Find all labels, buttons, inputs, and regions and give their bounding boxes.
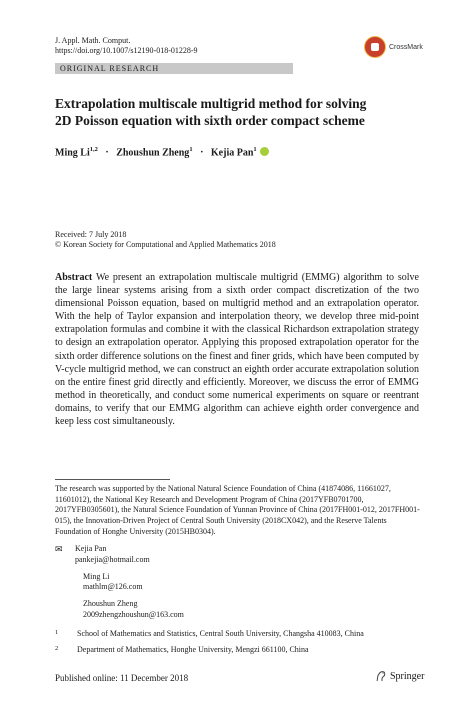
contact-entry bbox=[75, 544, 150, 566]
crossmark-badge[interactable] bbox=[364, 36, 423, 58]
footnote-divider bbox=[55, 479, 170, 480]
contact-email[interactable]: pankejia@hotmail.com bbox=[75, 554, 150, 564]
publisher-logo[interactable] bbox=[375, 670, 424, 682]
paper-title bbox=[55, 95, 425, 129]
publisher-name: Springer bbox=[390, 670, 425, 682]
abstract-text: We present an extrapolation multiscale multigrid (EMMG) algorithm to solve the large linear systems arising from a sixth order compact discretization of the two dimensional Poisson equation, based on multigrid method and an extrapolation operator. With the help of Taylor expansion and interpolation theory, we develop three mid-point extrapolation formulas and combine it with the classical Richardson extrapolation strategy to design an extrapolation operator. Applying this proposed extrapolation operator for the sixth order difference solutions on the finest and finer grids, which have been computed by V-cycle multigrid method, we can construct an eighth order accurate extrapolation solution on the entire finest grid directly and efficiently. Moreover, we discuss the error of EMMG method in theoretically, and conduct some numerical experiments on square or reentrant domains, to verify that our EMMG algorithm can achieve eighth order convergence and keep less cost simultaneously. bbox=[55, 272, 419, 428]
contact-name: Ming Li bbox=[83, 571, 110, 581]
crossmark-label: CrossMark bbox=[389, 43, 423, 51]
author-list bbox=[55, 146, 269, 158]
affiliation-number: 2 bbox=[55, 645, 59, 652]
contact-name: Zhoushun Zheng bbox=[83, 599, 138, 609]
author-name[interactable]: Zhoushun Zheng bbox=[116, 147, 190, 159]
abstract-label: Abstract bbox=[55, 272, 93, 283]
author-affiliation-sup: 1,2 bbox=[89, 146, 98, 153]
author-name[interactable]: Ming Li bbox=[55, 147, 90, 159]
contact-email[interactable]: mathlm@126.com bbox=[83, 582, 143, 592]
published-date: Published online: 11 December 2018 bbox=[55, 673, 189, 683]
affiliation bbox=[55, 629, 435, 638]
funding-footnote: The research was supported by the National Natural Science Foundation of China (41874086, 11661027, 11601012), the National Key Research and Development Program of China (2017YFB0701700, 2017YFB0305601), the Natural Science Foundation of Yunnan Province of China (2017FH001-012, 2017FH001-015), the Innovation-Driven Project of Central South University (2018CX042), and the Reserve Talents Foundation of Honghe University (2015HB0304). bbox=[55, 484, 420, 536]
crossmark-icon bbox=[364, 36, 386, 58]
author-affiliation-sup: 1 bbox=[253, 146, 257, 153]
author-separator: · bbox=[200, 147, 204, 159]
contact-entry bbox=[83, 599, 184, 621]
doi-link[interactable]: https://doi.org/10.1007/s12190-018-01228-9 bbox=[55, 46, 198, 55]
received-date: Received: 7 July 2018 bbox=[55, 230, 127, 239]
copyright-notice: © Korean Society for Computational and Applied Mathematics 2018 bbox=[55, 240, 276, 249]
author-affiliation-sup: 1 bbox=[189, 146, 193, 153]
author-separator: · bbox=[105, 147, 109, 159]
journal-name: J. Appl. Math. Comput. bbox=[55, 36, 131, 45]
envelope-icon: ✉ bbox=[55, 544, 63, 554]
title-line-1: Extrapolation multiscale multigrid method for solving bbox=[55, 96, 367, 111]
abstract bbox=[55, 271, 419, 428]
title-line-2: 2D Poisson equation with sixth order compact scheme bbox=[55, 113, 365, 128]
orcid-icon[interactable] bbox=[260, 147, 269, 156]
contact-email[interactable]: 2009zhengzhoushun@163.com bbox=[83, 609, 184, 619]
affiliation-text: School of Mathematics and Statistics, Central South University, Changsha 410083, China bbox=[77, 629, 364, 638]
affiliation-number: 1 bbox=[55, 629, 59, 636]
section-banner: ORIGINAL RESEARCH bbox=[55, 63, 293, 74]
contact-entry bbox=[83, 572, 184, 594]
contact-name: Kejia Pan bbox=[75, 544, 107, 553]
author-name[interactable]: Kejia Pan bbox=[210, 147, 254, 159]
contact-list bbox=[55, 544, 184, 621]
springer-horse-icon bbox=[375, 670, 387, 682]
affiliation-text: Department of Mathematics, Honghe University, Mengzi 661100, China bbox=[77, 645, 309, 654]
affiliation bbox=[55, 645, 435, 654]
